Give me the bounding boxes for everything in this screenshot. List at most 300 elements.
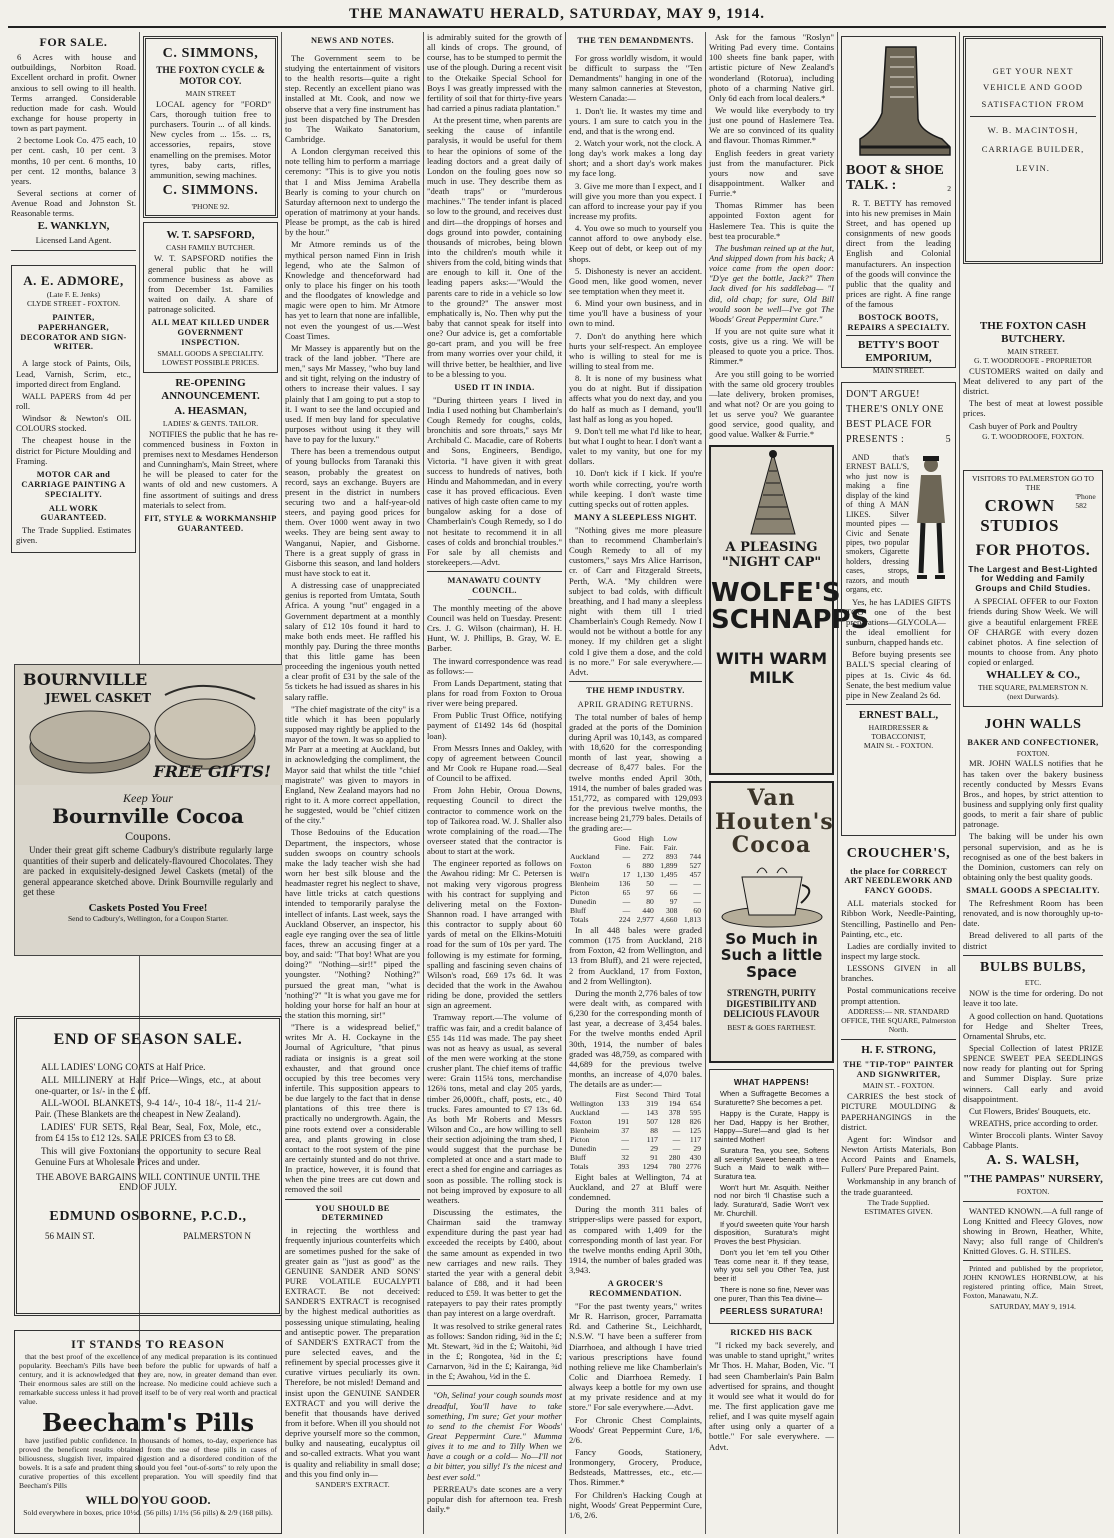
table-cell: 97	[669, 897, 678, 907]
boot-shoe-ad	[841, 36, 956, 376]
mac-town: LEVIN.	[1016, 162, 1050, 173]
butch-body: CUSTOMERS waited on daily and Meat delivered to any part of the district.	[963, 365, 1103, 397]
admore-trade: PAINTER, PAPERHANGER, DECORATOR AND SIGN-WRITER.	[20, 312, 127, 352]
council-paragraph: From Lands Department, stating that plans for road from Foxton to Oroua river were being prepared.	[427, 677, 562, 709]
hemp-body: The total number of bales of hemp graded at the ports of the Dominion during April was 10,143, as compared with 18,620 for the corresponding month of last year, showing a decrease of 8,477 bales. For the twelve months ended April 30th, 1914, the number of bales graded was 151,772, as compared with 129,093 for the previous twelve months, the increase being 21,779 bales. Details of the grading are:—	[569, 711, 702, 834]
table-cell: 194	[668, 1099, 681, 1109]
table-cell: Dunedin	[570, 1143, 597, 1153]
table-cell: 32	[621, 1152, 630, 1162]
bournville-cocoa: Bournville Cocoa	[52, 804, 244, 829]
table-cell: Second	[635, 1090, 658, 1100]
table-cell: 65	[622, 888, 631, 898]
news-paragraph: The Government seem to be studying the entertainment of visitors to the health resorts—quite a right step. Recently an excellent piano was installed at Mt. Cook, and now we observe that a very fine instrument has just been dispatched by The Dresden to The Waikato Sanatorium, Cambridge.	[285, 52, 420, 145]
eos-address-right: PALMERSTON N	[183, 1230, 251, 1241]
table-cell: 378	[668, 1108, 681, 1118]
crown-largest: The Largest and Best-Lighted for Wedding and Family Groups and Child Studies.	[968, 563, 1098, 594]
eos-item: LADIES' FUR SETS, Real Bear, Seal, Fox, Mole, etc., from £4 15s to £12 12s. SALE PRICES from £3 to £8.	[35, 1122, 261, 1144]
sapsford-meat: ALL MEAT KILLED UNDER GOVERNMENT INSPECTION.	[151, 318, 270, 348]
eos-address-left: 56 MAIN ST.	[45, 1230, 95, 1241]
council-paragraph: From John Hebir, Oroua Downs, requesting Council to direct the contractor to commence work on the top of Taikorea road. W. J. Shaller also wrote complaining of the road.—The overseer stated that the contractor is about to start at the work.	[427, 785, 562, 857]
printed-date: SATURDAY, MAY 9, 1914.	[990, 1302, 1076, 1312]
table-cell: 80	[646, 897, 654, 907]
simmons-name: C. SIMMONS,	[162, 46, 259, 61]
sapsford-name: W. T. SAPSFORD,	[166, 229, 255, 242]
table-cell: Fair.	[663, 843, 678, 853]
table-cell: Well'n	[570, 870, 590, 880]
wanklyn-name: E. WANKLYN,	[37, 220, 110, 233]
table-cell: Totals	[570, 1161, 589, 1171]
cocoa-cup-icon	[717, 859, 827, 929]
bournville-keep: Keep Your	[123, 791, 173, 806]
table-cell: Bluff	[570, 1152, 586, 1162]
roslyn-ad: Ask for the famous "Roslyn" Writing Pad every time. Contains 100 sheets fine bank paper, with artistic picture of New Zealand's wonderland (Rotorua), including photo of a charming Native girl. Only 6d each from local dealers.*	[709, 32, 834, 103]
table-cell: 136	[618, 879, 631, 889]
croucher-lessons: LESSONS GIVEN in all branches.	[841, 963, 956, 984]
table-cell: 1,130	[636, 870, 654, 880]
strong-agent: Agent for: Windsor and Newton Artists Materials, Bon Accord Paints and Enamels, Fullers' Pure Prepared Paint.	[841, 1133, 956, 1175]
admore-street: CLYDE STREET - FOXTON.	[26, 298, 121, 308]
ricked-title: RICKED HIS BACK	[730, 1328, 813, 1338]
sapsford-prices: LOWEST POSSIBLE PRICES.	[161, 357, 260, 367]
admore-line: Windsor & Newton's OIL COLOURS stocked.	[16, 413, 131, 434]
sur-line: Happy is the Curate, Happy is her Dad, Happy is her Brother, Happy—Sure!—and glad Is her sainted Mother!	[714, 1108, 829, 1145]
sapsford-sub: CASH FAMILY BUTCHER.	[166, 243, 255, 253]
for-sale-item: Several sections at corner of Avenue Road and Johnston St. Reasonable terms.	[11, 187, 136, 219]
walls-name: JOHN WALLS	[984, 717, 1082, 733]
ten-intro: For gross worldly wisdom, it would be difficult to surpass the "Ten Demandments" hanging in one of the many salmon canneries at Steveston, Western Canada:—	[569, 52, 702, 104]
ten-item: 4. You owe so much to yourself you cannot afford to owe anybody else. Keep out of debt, or keep out of my shops.	[569, 223, 702, 264]
table-cell: 117	[646, 1135, 658, 1145]
table-cell: —	[669, 879, 678, 889]
eos-item: THE ABOVE BARGAINS WILL CONTINUE UNTIL THE END OF JULY.	[35, 1171, 261, 1193]
masthead: THE MANAWATU HERALD, SATURDAY, MAY 9, 1914.	[8, 6, 1106, 28]
table-cell: —	[622, 906, 631, 916]
free-gifts: FREE GIFTS!	[153, 762, 271, 781]
admore-ad	[11, 265, 136, 553]
news-paragraph: Those Bedouins of the Education Department, the inspectors, whose sudden swoops on country schools make the lady teacher wish she had worn her best silk blouse and the headmaster regret his neglect to shave, have little tricks at catch questions intended to temporarily paralyse the intellect of infants. Last week, says the Auckland Observer, an inspector, his eagle eye ranging over the sea of little faces, threw an accusing finger at a boy, and said: "That boy! What are you doing?" "Nothing—sir!!" piped the youngster. "Nothing? Nothing?" pursued the great man, "what is 'nothing'?" "It is what you gave me for holding your horse for half an hour at the station this morning, sir!"	[285, 827, 421, 1020]
ball-name: ERNEST BALL,	[858, 708, 939, 721]
strong-work: Workmanship in any branch of the trade guaranteed.	[841, 1176, 956, 1197]
haslemere-agent: Thomas Rimmer has been appointed Foxton agent for Haslemere Tea. This is quite the best tea procurable.*	[709, 200, 834, 241]
admore-name: A. E. ADMORE,	[23, 272, 124, 288]
table-cell: Total	[685, 1090, 701, 1100]
simmons-sub: THE FOXTON CYCLE & MOTOR COY.	[156, 65, 265, 87]
hemp-body4: Eight bales at Wellington, 74 at Auckland, and 27 at Bluff were condemned.	[569, 1171, 702, 1203]
table-cell: 457	[689, 870, 701, 880]
ten-item: 2. Watch your work, not the clock. A long day's work makes a long day short; and a short day's work makes my face long.	[569, 138, 702, 179]
beecham-tag: WILL DO YOU GOOD.	[85, 1492, 211, 1507]
table-cell: 125	[689, 1126, 701, 1136]
sleepless-body: "Nothing gives me more pleasure than to recommend Chamberlain's Cough Remedy to all of my customers," says Mrs Alice Harrison, cr. of Carr and Fitzgerald Streets, Perth, W.A. "My children were subject to bad colds, with difficult breathing, and I had many a sleepless night with them till I tried Chamberlain's Cough Remedy. Now I would not be without a bottle for any money. If my children get a slight cold I give them a dose, and the cold is no more." For sale everywhere.—Advt.	[569, 524, 702, 677]
bulbs-title: BULBS BULBS,	[979, 959, 1087, 975]
betty-body: R. T. BETTY has removed into his new premises in Main Street, and has opened up consignments of new goods direct from the leading English and Colonial manufacturers. An inspection of the goods will convince the public that the quality and prices are right. A fine range of the famous	[846, 197, 951, 310]
grocer-title: A GROCER'S RECOMMENDATION.	[589, 1279, 682, 1299]
table-cell: Blenheim	[570, 1126, 600, 1136]
admore-line: A large stock of Paints, Oils, Lead, Varnish, Scrim, etc., imported direct from England.	[16, 358, 131, 389]
table-cell: 97	[646, 888, 654, 898]
for-sale-item: 6 Acres with house and outbuildings, Norbiton Road. Excellent orchard in profit. Owner anxious to sell owing to ill health. Terms arranged. Considerable reduction made for cash. Would exchange for house property in town as part payment.	[11, 52, 136, 134]
table-cell: 880	[642, 861, 654, 871]
table-cell: 143	[646, 1108, 658, 1118]
table-cell: 393	[617, 1161, 630, 1171]
walsh-sub: "THE PAMPAS" NURSERY,	[963, 1172, 1103, 1185]
strong-trade: The Trade Supplied.	[867, 1197, 930, 1207]
bulbs-good: A good collection on hand. Quotations for Hedge and Shelter Trees, Ornamental Shrubs, etc.	[963, 1010, 1103, 1041]
bulbs-special: Special Collection of latest PRIZE SPENCE SWEET PEA SEEDLINGS now ready for planting out for Spring and Summer Display. Sure prize winners. Call early and avoid disappointment.	[963, 1042, 1103, 1104]
table-cell: 91	[650, 1152, 658, 1162]
vh-strength: STRENGTH, PURITY DIGESTIBILITY AND DELICIOUS FLAVOUR	[723, 988, 820, 1020]
ball-ladies: Yes, he has LADIES GIFTS TOO one of the best preparations—GLYCOLA—the ideal emollient for sunburn, chapped hands etc.	[846, 596, 951, 648]
table-cell: —	[672, 1126, 681, 1136]
strong-est: ESTIMATES GIVEN.	[864, 1206, 933, 1216]
sur-line: Don't you let 'em tell you Other Teas come near it. If they tease, why you sell you Other Tea, just beer it!	[714, 1247, 829, 1284]
table-cell: 1,899	[660, 861, 678, 871]
ten-item: 9. Don't tell me what I'd like to hear, but what I ought to hear. I don't want a valet to my vanity, but one for my dollars.	[569, 425, 702, 467]
sur-line: When a Suffragette Becomes a Suraturette? She becomes a pet.	[714, 1089, 829, 1108]
table-cell: 272	[642, 852, 654, 862]
table-cell: Foxton	[570, 1117, 592, 1127]
hemp-body3: During the month 2,776 bales of tow were dealt with, as compared with 6,230 for the corresponding month of last year, a decrease of 3,454 bales. For the twelve months ended April 30th, 1914, the number of bales graded was 48,759, as compared with 44,689 for the previous twelve months, an increase of 4,070 bales. The details are as under:—	[569, 987, 702, 1090]
tail-ad: Fancy Goods, Stationery, Ironmongery, Grocery, Produce, Bedsteads, Mattresses, etc., etc.—Thos. Rimmer.*	[569, 1447, 702, 1488]
butch-st: MAIN STREET.	[1007, 346, 1059, 356]
mac-line: VEHICLE AND GOOD	[982, 82, 1084, 93]
ball-trade: HAIRDRESSER & TOBACCONIST,	[868, 722, 929, 741]
table-cell: High	[638, 834, 654, 844]
strong-name: H. F. STRONG,	[861, 1043, 936, 1056]
table-cell: 88	[650, 1126, 658, 1136]
beecham-brand: Beecham's Pills	[42, 1407, 254, 1437]
bulbs-wreaths: WREATHS, price according to order.	[969, 1117, 1098, 1128]
perreau: PERREAU's date scones are a very popular dish for afternoon tea. Fresh daily.*	[427, 1483, 562, 1514]
column-4	[424, 32, 566, 1534]
council-paragraph: The monthly meeting of the above Council was held on Tuesday. Present: Crs. J. G. Wilson (chairman), H. H. Hunt, W. J. Phillips, B. Gray, W. E. Barber.	[427, 602, 562, 654]
eos-item: ALL LADIES' LONG COATS at Half Price.	[41, 1061, 206, 1072]
tail-ad: For Chronic Chest Complaints, Woods' Great Peppermint Cure, 1/6, 2/6.	[569, 1414, 702, 1445]
walls-body: MR. JOHN WALLS notifies that he has taken over the bakery business recently conducted by Messrs Evans Bros., and hopes, by strict attention to business and supplying only first quality goods, to merit a fair share of public patronage.	[963, 758, 1103, 830]
admore-late: (Late F. E. Jenks)	[46, 289, 101, 299]
table-cell: 50	[646, 879, 654, 889]
walls-trade: BAKER AND CONFECTIONER,	[967, 737, 1099, 747]
news-paragraph: Mr Massey is apparently but on the track of the land jobber. "There are men," says Mr Massey, "who buy land and sit tight, relying on the industry of others to increase their values. I say plainly that I am going to put a stop to it. I want to see the land occupied and used. If men buy land for speculative purposes without using it they will have to pay for the luxury."	[285, 342, 420, 445]
table-cell: 527	[689, 861, 701, 871]
hemp-row	[569, 907, 702, 916]
heasman-sub: LADIES' & GENTS. TAILOR.	[162, 418, 259, 428]
table-cell: Blenheim	[570, 879, 600, 889]
cash-butchery-ad	[963, 320, 1103, 442]
strong-addr: MAIN ST. - FOXTON.	[862, 1081, 935, 1091]
mac-trade: CARRIAGE BUILDER,	[981, 143, 1085, 154]
ball-addr: MAIN St. - FOXTON.	[863, 740, 934, 750]
table-cell: Fine.	[614, 843, 631, 853]
eos-item: This will give Foxtonians the opportunity to secure Real Genuine Furs at Wholesale Prices and under.	[35, 1145, 261, 1167]
table-cell: Good	[613, 834, 631, 844]
simmons-body: LOCAL agency for "FORD" Cars, thorough tuition free to purchasers. Tourin ... of all kinds. New cycles from ... 15s. ... rs, accessories, repairs, stove enamelling on the premises. Motor tyres, baby carts, rifles, ammunition, sewing machines.	[150, 98, 271, 180]
table-cell: Auckland	[570, 852, 600, 862]
sapsford-goods: SMALL GOODS A SPECIALITY.	[157, 348, 264, 358]
table-cell: 6	[626, 861, 631, 871]
crown-studios-ad	[963, 470, 1103, 707]
column-3	[282, 32, 424, 1534]
macintosh-ad	[963, 36, 1103, 264]
grocery-troubles: Are you still going to be worried with the same old grocery troubles—late delivery, broken promises, and what not? Or are you going to let us serve you? We guarantee good service, good quality, and good value. Walker & Furrie.*	[709, 368, 834, 440]
crown-phone: 'Phone 582	[1075, 491, 1096, 510]
table-cell: 1,495	[660, 870, 678, 880]
table-cell	[569, 835, 608, 844]
table-cell: —	[621, 1135, 630, 1145]
tow-row	[569, 1145, 702, 1154]
vh-tag: So Much in Such a little Space	[720, 929, 823, 981]
table-cell: 1,813	[683, 915, 701, 925]
croucher-title: CROUCHER'S,	[846, 846, 951, 861]
wolfe-with: WITH WARM MILK	[715, 648, 828, 687]
table-cell: —	[672, 1143, 681, 1153]
john-walls-ad	[963, 717, 1103, 951]
table-totals-row	[569, 916, 702, 925]
emporium: BETTY'S BOOT EMPORIUM,	[846, 335, 951, 365]
strong-body: CARRIES the best stock of PICTURE MOULDING & PAPERHANGINGS in the district.	[841, 1091, 956, 1132]
bulbs-ad	[963, 960, 1103, 1197]
news-paragraph: "The chief magistrate of the city" is a title which it has been popularly supposed may rightly be applied to the mayor of the town. It was so applied to Mr Parr at a meeting at Auckland, but in acknowledging the compliment, the Mayor said that whilst the title "chief magistrate" was given to mayors in England, New Zealand mayors had no right to it. A more correct appellation, he suggested, would be "chief citizen of the city."	[285, 703, 420, 826]
table-cell: 133	[617, 1099, 630, 1109]
table-cell: 4,660	[660, 915, 678, 925]
beecham-ad	[14, 1330, 282, 1534]
reopening-title: RE-OPENING ANNOUNCEMENT.	[161, 376, 260, 402]
croucher-body: ALL materials stocked for Ribbon Work, Needle-Painting, Stencilling, Pastinello and Pen-Painting, etc., etc.	[841, 898, 956, 939]
column-7	[838, 32, 960, 1534]
news-paragraph: There has been a tremendous output of young bullocks from Taranaki this season, probably the greatest on record, says an exchange. Buyers are present in the district in numbers securing two and a half-year-old steers, and paying good prices for them. Over 1000 went away in two weeks. They are being sent away to Wanganui, Napier, and Gisborne. There is a great supply of grass in Gisborne this season, and land holders must have stock to eat it.	[285, 446, 420, 578]
quote-price: If you are not quite sure what it costs, give us a ring. We will be pleased to quote you a price. Thos. Rimmer.*	[709, 325, 834, 367]
walsh-town: FOXTON.	[1016, 1186, 1050, 1196]
beecham-headline: IT STANDS TO REASON	[71, 1337, 225, 1351]
news-paragraph: A London clergyman received this note telling him to perform a marriage ceremony: "This is to give you notis that I and Miss Jemima Arabella Bearly is coming to your church on Saturday afternoon next to undergo the operation of matrimony at your hands. Please be prompt, as the cab is hired by the hour."	[285, 146, 420, 238]
table-cell: Auckland	[570, 1108, 600, 1118]
table-cell: 37	[621, 1126, 630, 1136]
ten-item: 8. It is none of my business what you do at night. But if dissipation affects what you do next day, and you do half as much as I demand, you'll last half as long as you hoped.	[569, 373, 702, 424]
for-sale-title: FOR SALE.	[39, 35, 108, 49]
beecham-body: that the best proof of the excellence of any medical preparation is its continued popularity. Beecham's Pills have been before the public for upwards of half a century, and it is acknowledged that they are, now, in greater demand than ever. Their enormous sales are still on the increase. No medicine could achieve such a remarkable success unless it had proved itself to be of very real worth and practical value.	[19, 1352, 277, 1406]
crown-addr: THE SQUARE, PALMERSTON N.	[978, 683, 1088, 693]
wolfe-schnapps-ad	[709, 445, 870, 775]
for-sale-ad	[11, 35, 136, 246]
table-cell: 2776	[685, 1161, 701, 1171]
sur-brand: PEERLESS SURATURA!	[719, 1306, 824, 1317]
wanklyn-title: Licensed Land Agent.	[35, 235, 112, 246]
ten-item: 1. Don't lie. It wastes my time and yours. I am sure to catch you in the end, and that is the wrong end.	[569, 105, 702, 136]
table-cell: Picton	[570, 888, 590, 898]
table-cell: —	[621, 1108, 630, 1118]
english-feeders: English feeders in great variety just from the manufacturer. Pick yours now and save disappointment. Walker and Furrie.*	[709, 147, 834, 199]
bushman-verse: The bushman reined up at the hut, And skipped down from his back; A voice came from the open door: "D'ye get the bottle, Jack?" Then Jack dived for his saddlebag— "I did, old chap; for sure, Old Bill would soon be well—I've got The Woods' Great Peppermint Cure."	[709, 242, 834, 324]
crown-sig: WHALLEY & CO.,	[986, 669, 1080, 682]
sapsford-ad	[143, 222, 278, 372]
bournville-casket: JEWEL CASKET	[45, 691, 152, 705]
bulbs-now: NOW is the time for ordering. Do not leave it too late.	[963, 988, 1103, 1009]
ernest-ball-ad	[841, 382, 956, 836]
column-5	[566, 32, 706, 1534]
table-cell: Bluff	[570, 906, 586, 916]
bournville-body: Under their great gift scheme Cadbury's distribute regularly large quantities of their superb and delicately-flavoured Chocolates. They are packed in exquisitely-designed Jewel Caskets (metal) of the general appearance sketched above. Drink Bournville regularly and get these	[23, 845, 273, 898]
simmons-phone: 'PHONE 92.	[191, 201, 230, 211]
news-paragraph: Mr Atmore reminds us of the mythical person named Finn in Irish legend, who ate the Salmon of Knowledge and thenceforward had only to place his finger on his tooth and the floodgates of knowledge and magic were open to him. Mr Atmore has yet to learn that none are infallible, not even the youngest of us.—West Coast Times.	[285, 239, 420, 341]
table-cell: 117	[689, 1135, 701, 1145]
walls-refresh: The Refreshment Room has been renovated, and is now thoroughly up-to-date.	[963, 898, 1103, 929]
mac-line: GET YOUR NEXT	[992, 66, 1074, 76]
council-paragraph: Discussing the estimates, the Chairman said the tramway expenditure during the past year had exceeded the receipts by £400, about the same amount as expended in two new carriages and new rails. They started the year with a general debit balance of £88, and it had been reduced to £59. It was better to get the ratepayers to pay their rates promptly than pay interest on a large overdraft.	[427, 1207, 562, 1319]
table-cell: 128	[668, 1117, 681, 1127]
heasman-tag: FIT, STYLE & WORKMANSHIP GUARANTEED.	[144, 513, 277, 533]
table-cell: —	[693, 897, 701, 907]
column-8	[960, 32, 1106, 1534]
vh-brand: Van Houten's Cocoa	[715, 785, 834, 858]
table-cell: 430	[689, 1152, 701, 1162]
bulbs-winter: Winter Broccoli plants. Winter Savoy Cabbage Plants.	[963, 1130, 1103, 1151]
council-paragraph: The engineer reported as follows on the Awahou riding: Mr C. Petersen is not making very vigorous progress with his contract for supplying and delivering metal on the Foxton-Shannon road. I have arranged with this contractor to supply about 60 yards of metal on the Elkins-Motuiti road for the sum of 10s per yard. The following is my estimate for forming, spalling and fascining seven chains of Wilson's road, £69 17s 6d. It was decided that the work in the Awahou riding be done, provided the settlers sign an agreement.	[427, 858, 562, 1011]
bournville-ad	[14, 664, 282, 956]
table-cell: 280	[668, 1152, 681, 1162]
table-cell: First	[615, 1090, 630, 1100]
argue-line: BEST PLACE FOR	[846, 419, 932, 430]
council-paragraph: From Messrs Innes and Oakley, with copy of agreement between Council and Mr Cook re Hupane road.—Seal of Council to be affixed.	[427, 742, 562, 784]
printed: Printed and published by the proprietor, JOHN KNOWLES HORNBLOW, at his registered printing office, Main Street, Foxton, Manawatu, N.Z.	[963, 1264, 1103, 1301]
sapsford-body: W. T. SAPSFORD notifies the general public that he will commence business as above as from December 1st. Families waited on daily. A share of patronage solicited.	[148, 253, 273, 315]
news-paragraph: "There is a widespread belief," writes Mr A. H. Cockayne in the Journal of Agriculture, "that pinus radiata or insignis is a great soil exhauster, and that ground once occupied by this tree becomes very infertile. This supposition appears to be due largely to the fact that in dense plantations of this tree there is practically no undergrowth. Again, the pine roots extend over a considerable area, and plants growing in close contact to the root system of the pine are certainly stunted and do not thrive. In practice, however, it is found that when the pine trees are cut down and removed the soil	[285, 1022, 420, 1195]
nightcap-icon	[711, 449, 835, 539]
sur-line: If you'd sweeten quite Your harsh disposition, Suratura's might Proves the best Physician.	[714, 1219, 829, 1247]
beecham-body2: have justified public confidence. In thousands of homes, to-day, experience has proved the beneficent results obtained from the use of these pills in cases of biliousness, sluggish liver, impaired digestion and a disordered condition of the bowels. It is a safe and prudent thing should you feel "out-of-sorts" to rely upon the curative properties of this excellent preparation. You will speedily find that Beecham's Pills	[19, 1436, 277, 1490]
table-cell: 319	[646, 1099, 658, 1109]
haslemere-try: We would like everybody to try just one pound of Haslemere Tea. We are so convinced of its quality and flavour. Thomas Rimmer.*	[709, 104, 834, 146]
tow-table	[569, 1091, 702, 1172]
sur-line: Suratura Tea, you see, Softens all severity! Sweet beneath a tree Such a Maid to walk with—Suratura tea.	[714, 1145, 829, 1181]
bournville-title: BOURNVILLE	[23, 670, 148, 689]
crown-pre: VISITORS TO PALMERSTON GO TO THE	[971, 473, 1095, 492]
gentleman-figure-icon	[911, 453, 951, 583]
council-paragraph: From Public Trust Office, notifying payment of £1492 14s 6d (hospital loan).	[427, 710, 562, 741]
croucher-postal: Postal communications receive prompt attention.	[841, 985, 956, 1006]
table-cell: 60	[693, 906, 701, 916]
table-cell: 2,977	[636, 915, 654, 925]
mac-name: W. B. MACINTOSH,	[987, 124, 1079, 135]
sur-line: There is none so fine, Never was one purer, Than this Tea divine—	[714, 1284, 829, 1303]
argue-lines	[846, 387, 951, 447]
table-cell: 1294	[642, 1161, 658, 1171]
table-header-row	[569, 835, 702, 844]
news-paragraph: A distressing case of unappreciated genius is reported from Umtata, South Africa. A young "nut" engaged in a Government department at a monthly salary of £12 10s found it hard to make both ends meet. He raffled his monthly pay. During the three months that this little game has been proceeding the ingenious youth netted a clear profit of £31 by the sale of the 5s tickets he had issued as shares in his salary raffle.	[285, 580, 420, 702]
ten-item: 3. Give me more than I expect, and I will give you more than you expect. I can afford to increase your pay if you increase my profits.	[569, 180, 702, 222]
wanted-body: WANTED KNOWN.—A full range of Long Knitted and Fleecy Gloves, now showing in Brown, Heather, White, Navy; also full range of Children's Knitted Gloves. G. H. STILES.	[963, 1205, 1103, 1257]
butch-title: THE FOXTON CASH BUTCHERY.	[979, 320, 1087, 345]
tow-row	[569, 1154, 702, 1163]
table-cell: Third	[663, 1090, 681, 1100]
eos-item: ALL MILLINERY at Half Price—Wings, etc., at about one-quarter, or 1s/- in the £ off.	[35, 1074, 261, 1096]
table-cell: Picton	[570, 1135, 590, 1145]
argue-line: THERE'S ONLY ONE	[846, 404, 944, 415]
walls-bread: Bread delivered to all parts of the district	[963, 930, 1103, 951]
wolfe-top: A PLEASING "NIGHT CAP"	[721, 540, 822, 570]
hemp-sub: APRIL GRADING RETURNS.	[577, 699, 694, 709]
table-cell: 17	[622, 870, 631, 880]
table-cell: 893	[666, 852, 678, 862]
hemp-row	[569, 898, 702, 907]
boot-icon	[846, 43, 956, 161]
sander-sig: SANDER'S EXTRACT.	[315, 1479, 390, 1489]
bournville-caskets: Caskets Posted You Free!	[88, 902, 208, 915]
hemp-body2: In all 448 bales were graded common (175 from Auckland, 218 from Foxton, 42 from Wellington, and 13 from Bluff), and 21 were rejected, 2 from Auckland, 17 from Foxton, and 2 from Wellington).	[569, 925, 702, 986]
mac-line: SATISFACTION FROM	[981, 98, 1085, 109]
croucher-ad	[841, 846, 956, 1035]
croucher-addr: ADDRESS:— NR. STANDARD OFFICE, THE SQUARE, Palmerston North.	[841, 1006, 956, 1034]
news-continued: is admirably suited for the growth of all kinds of crops. The ground, of course, has to be stumped to permit the use of the plough. During a recent visit to the Otekaike Special School for Boys I was greatly impressed with the fertility of soil that for thirty-five years had carried a pinus radiata plantation."	[427, 32, 562, 113]
columns	[8, 32, 1106, 1534]
beecham-sold: Sold everywhere in boxes, price 10½d. (56 pills) 1/1½ (56 pills) & 2/9 (168 pills).	[23, 1508, 273, 1518]
admore-line: The cheapest house in the district for Picture Moulding and Framing.	[16, 435, 131, 466]
boot-num: 2	[947, 183, 951, 193]
walls-town: FOXTON.	[1016, 748, 1050, 758]
table-cell: 29	[650, 1143, 658, 1153]
ten-item: 5. Dishonesty is never an accident. Good men, like good women, never see temptation when they meet it.	[569, 265, 702, 296]
table-totals-row	[569, 1163, 702, 1172]
bournville-send: Send to Cadbury's, Wellington, for a Coupon Starter.	[67, 914, 229, 924]
poem: "Oh, Selina! your cough sounds most dreadful, You'll have to take something, I'm sure; Get your mother to send to the chemist For Woods' Great Peppermint Cure." Mumma gives it to me and to Tilly When we have a cough or a cold— No—I'll not a bit bitter, you silly! I's the nicest and best ever sold."	[427, 1390, 562, 1482]
admore-line: WALL PAPERS from 4d per roll.	[16, 390, 131, 411]
ball-before: Before buying presents see BALL'S special clearing of pipes at 1s. Civic 4s 6d. Senate, the best medium value pipe in New Zealand 2s 6d.	[846, 649, 951, 700]
heasman-name: A. HEASMAN,	[174, 404, 247, 417]
table-cell: Dunedin	[570, 897, 597, 907]
table-cell: —	[621, 1143, 630, 1153]
ball-body: AND that's ERNEST BALL'S, who just now is making a fine display of the kind of thing A MAN LIKES. Silver mounted pipes — Civic and Senate pipes, two popular smokers, Cigarette holders, dressing cases, strops, razors, and mouth organs, etc.	[846, 453, 909, 595]
crown-name: CROWN STUDIOS	[980, 495, 1060, 535]
bulbs-etc: ETC.	[1024, 978, 1042, 988]
table-cell: Fair.	[640, 843, 654, 853]
table-cell: 595	[689, 1108, 701, 1118]
table-cell: 826	[689, 1117, 701, 1127]
butch-prop: G. T. WOODROOFE - PROPRIETOR	[974, 355, 1092, 365]
butch-cash: Cash buyer of Pork and Poultry	[969, 420, 1078, 431]
table-cell: Wellington	[570, 1099, 604, 1109]
news-continued: At the present time, when parents are seeking the cause of infantile paralysis, it would be useful for them to hear the opinions of some of the leading doctors and a great daily of London on the fouling goes now so much in use. They describe them as "death traps" or "murderous machines." The tender infant is placed so low to the ground, and receives dust and dirt—the droppings of horses and dogs ground into powder, containing thousands of microbes, being blown into the children's mouth while it shivers from the cold, biting winds that are enough to kill it. One of the leading papers asks:—"Would the parents care to ride in a vehicle so low to the ground?" The answer most emphatically is, No. Then why put the baby that cannot speak for itself into one? Our advice is, get a comfortable go-cart pram, and you will be free from many worries over your child, it will thrive better, be healthier, and live to be a blessing to you.	[427, 115, 562, 379]
column-6	[706, 32, 870, 1534]
for-sale-item: 2 bectome Look Co. 475 each, 10 per cent. cash, 10 per cent. 3 months, 10 per cent. 6 months, 10 per cent. 12 months, balance 3 years.	[11, 135, 136, 186]
table-cell: —	[622, 852, 631, 862]
strong-sub: THE "TIP-TOP" PAINTER AND SIGNWRITER,	[843, 1060, 954, 1080]
crown-next: (next Durwards).	[1007, 692, 1059, 702]
table-cell: Foxton	[570, 861, 592, 871]
boot-title: BOOT & SHOE TALK. :	[846, 163, 944, 194]
bournville-coupons: Coupons.	[125, 828, 171, 843]
heasman-body: NOTIFIES the public that he has re-commenced business in Foxton in premises next to Mesdames Henderson and Cunningham's, Main Street, where he will be pleased to cater for the wants of old and new customers. A fine assortment of suitings and dress materials to select from.	[143, 428, 278, 510]
india-body: "During thirteen years I lived in India I used nothing but Chamberlain's Cough Remedy for coughs, colds, bronchitis and sore throats," says Mr Archibald C. Macadie, care of Roberts and Sons, Engineers, Bendigo, Victoria. "I have given it with great success to hundreds of natives, both Hindu and Mahommedan, and in every case it has proved efficacious. Even natives of high caste often came to my bungalow asking for a dose of Chamberlain's Cough Remedy, so I do not hesitate to recommend it in all cases of colds and bronchial troubles." For sale by all chemists and storekeepers.—Advt.	[427, 394, 562, 567]
vh-best: BEST & GOES FARTHEST.	[727, 1023, 816, 1033]
argue-line: PRESENTS :	[846, 434, 905, 445]
ten-item: 10. Don't kick if I kick. If you're worth while correcting, you're worth while keeping. I don't waste time cutting specks out of rotten apples.	[569, 468, 702, 509]
walls-small: SMALL GOODS A SPECIALITY.	[966, 886, 1100, 896]
admore-line: MOTOR CAR and CARRIAGE PAINTING A SPECIALITY.	[21, 469, 126, 499]
eos-item: ALL-WOOL BLANKETS, 9-4 14/-, 10-4 18/-, 11-4 21/- Pair. (These Blankets are the cheapest in New Zealand).	[35, 1098, 261, 1120]
end-of-season-ad	[14, 1016, 282, 1316]
hemp-body5: During the month 311 bales of stripper-slips were passed for export, as compared with 1,409 for the corresponding month of last year. For the twelve months ending April 30th, 1914, the number of bales graded was 3,943.	[569, 1204, 702, 1276]
butch-sig: G. T. WOODROOFE, FOXTON.	[982, 431, 1084, 441]
news-title: NEWS AND NOTES.	[310, 36, 395, 45]
sur-title: WHAT HAPPENS!	[733, 1077, 810, 1088]
eos-name: EDMUND OSBORNE, P.C.D.,	[49, 1209, 247, 1225]
bulbs-cut: Cut Flowers, Brides' Bouquets, etc.	[969, 1105, 1091, 1116]
sleepless-title: MANY A SLEEPLESS NIGHT.	[574, 512, 697, 522]
table-cell: 780	[668, 1161, 681, 1171]
walls-body2: The baking will be under his own personal supervision, and as he is recognised as one of the best bakers in the Dominion, customers can rely on obtaining only the best quality goods.	[963, 831, 1103, 883]
ten-item: 6. Mind your own business, and in time you'll have a business of your own to mind.	[569, 298, 702, 329]
table-cell: 66	[669, 888, 678, 898]
table-cell: —	[622, 897, 631, 907]
